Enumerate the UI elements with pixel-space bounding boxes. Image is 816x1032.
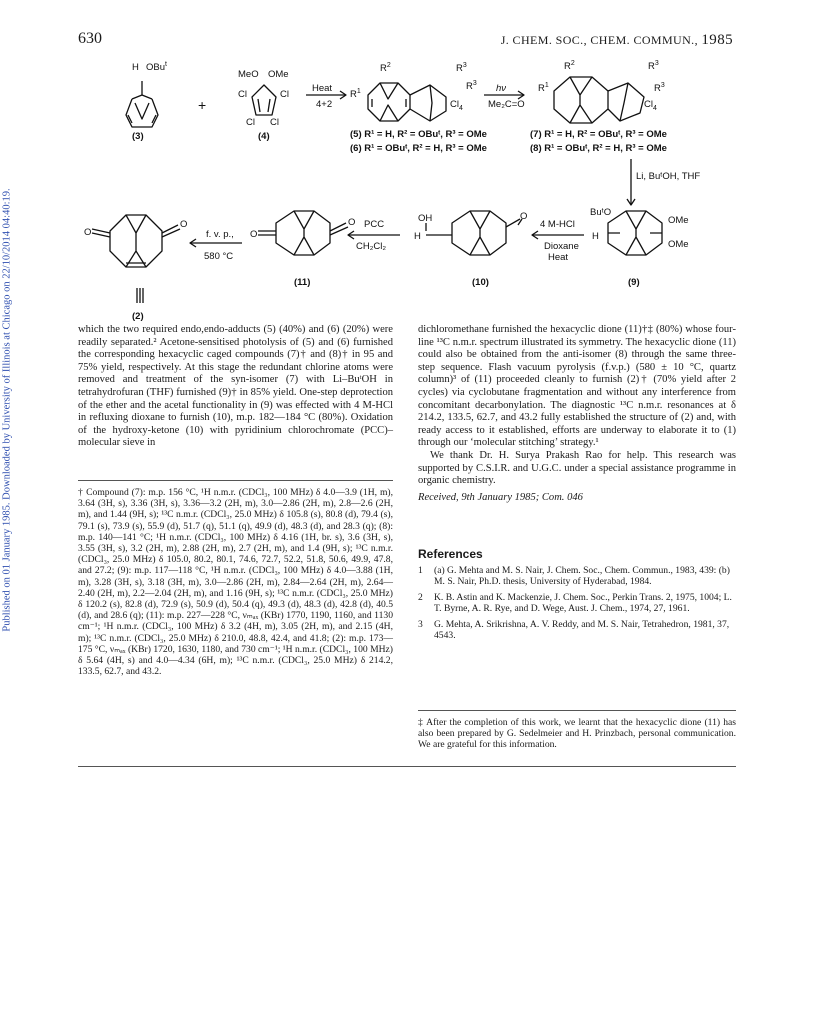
c2-o-2: O: [180, 219, 188, 230]
c7-r3a: $R^3$: [648, 60, 659, 72]
c10-o: O: [520, 211, 528, 222]
arrow5-top: PCC: [364, 219, 385, 230]
c4-cl-4: Cl: [270, 117, 279, 128]
c9-h: H: [592, 231, 599, 242]
footnote-ddagger: ‡ After the completion of this work, we learnt that the hexacyclic dione (11) has also been prepared by G. Sedelmeier and H. Prinzbach, personal communication. We are grateful for this information.: [418, 717, 736, 751]
c9-label: (9): [628, 277, 640, 288]
received-line: Received, 9th January 1985; Com. 046: [418, 491, 583, 503]
c4-ome: OMe: [268, 69, 289, 80]
c5-cl4: $Cl_4$: [450, 99, 463, 112]
c10-oh: OH: [418, 213, 433, 224]
c7-r3b: $R^3$: [654, 82, 665, 94]
c10-h: H: [414, 231, 421, 242]
footnote-rule-right: [418, 710, 736, 711]
c8-label: (8) R¹ = OBuᵗ, R² = H, R³ = OMe: [530, 143, 667, 154]
arrow1-bottom: 4+2: [316, 99, 333, 110]
body-right-paragraph-1: dichloromethane furnished the hexacyclic dione (11)†‡ (80%) whose four-line ¹³C n.m.r. spectrum illustrated its symmetry. The hexacyclic dione (11) could also be obtained from the anti-isomer (8) through the same three-step sequence. Flash vacuum pyrolysis (f.v.p.) (580 ± 10 °C, quartz column)³ of (11) proceeded cleanly to furnish (2)† (70% yield after 2 cycles) via cyclobutane fragmentation and without any interference from concomitant decarbonylation. The diagnostic ¹³C n.m.r. resonances at δ 214.2, 133.5, 62.7, and 43.2 fully established the structure of (2) and, with ready access to it established, efforts are underway to elaborate it to (1) through our ‘molecular stitching’ strategy.¹: [418, 324, 736, 449]
c11-o-2: O: [348, 217, 356, 228]
journal-name: J. CHEM. SOC., CHEM. COMMUN.,: [500, 33, 698, 47]
arrow6-top: f. v. p.,: [206, 229, 234, 240]
c9-ome-2: OMe: [668, 239, 689, 250]
c4-cl-2: Cl: [280, 89, 289, 100]
c4-cl-3: Cl: [246, 117, 255, 128]
c4-cl-1: Cl: [238, 89, 247, 100]
reference-item: 2 K. B. Astin and K. Mackenzie, J. Chem. Soc., Perkin Trans. 2, 1975, 1004; L. T. Byrne, A. R. Rye, and D. Wege, Aust. J. Chem., 1974, 27, 1961.: [418, 591, 732, 615]
journal-year: 1985: [701, 32, 733, 48]
c7-r2: $R^2$: [564, 60, 575, 72]
arrow5-bottom: CH₂Cl₂: [356, 241, 387, 252]
c2-label: (2): [132, 311, 144, 322]
references-heading: References: [418, 547, 483, 561]
arrow1-top: Heat: [312, 83, 333, 94]
download-watermark: [0, 150, 18, 670]
reference-item: 1 (a) G. Mehta and M. S. Nair, J. Chem. Soc., Chem. Commun., 1983, 439: (b) M. S. Nair, Ph.D. thesis, University of Hyderabad, 1984.: [418, 565, 730, 588]
arrow2-top: hν: [496, 83, 507, 94]
footnote-dagger: † Compound (7): m.p. 156 °C, ¹H n.m.r. (CDCl₃, 100 MHz) δ 4.0—3.9 (1H, m), 3.64 (3H, s), 3.36 (3H, s), 3.36—3.2 (2H, m), 3.0—2.86 (2H, m), 2.8—2.6 (2H, m), and 1.44 (9H, s); ¹³C n.m.r. (CDCl₃, 25.0 MHz) δ 105.8 (s), 80.8 (d), 79.4 (s), 79.1 (s), 73.9 (s), 55.9 (d), 51.7 (q), 51.1 (q), 49.9 (d), 48.3 (d), and 28.3 (q); (8): m.p. 140—141 °C; ¹H n.m.r. (CDCl₃, 100 MHz) δ 4.16 (1H, br. s), 3.6 (3H, s), 3.55 (3H, s), 3.2 (2H, m), 2.88 (2H, m), 2.7 (2H, m), and 1.4 (9H, s); ¹³C n.m.r. (CDCl₃, 25.0 MHz) δ 105.0, 80.2, 80.1, 74.6, 72.7, 52.2, 51.8, 50.6, 49.9, 47.8, and 27.2; (9): m.p. 117—118 °C, ¹H n.m.r. (CDCl₃, 100 MHz) δ 4.0—3.88 (1H, m), 3.28 (3H, s), 3.18 (3H, m), 3.0—2.86 (2H, m), 2.84—2.64 (2H, m), 2.64—2.40 (2H, m), 2.2—2.04 (2H, m), and 1.16 (9H, s); ¹³C n.m.r. (CDCl₃, 25.0 MHz) δ 120.2 (s), 82.8 (d), 72.9 (s), 50.9 (d), 50.4 (q), 49.3 (d), 48.3 (d), 42.8 (d), 40.5 (d), and 28.6 (q); (11): m.p. 227—228 °C, νₘₐₓ (KBr) 1770, 1190, 1160, and 1130 cm⁻¹; ¹H n.m.r. (CDCl₃, 100 MHz) δ 3.2 (4H, m), 3.05 (2H, m), and 2.15 (4H, m); ¹³C n.m.r. (CDCl₃, 25.0 MHz) δ 210.0, 48.8, 42.4, and 41.8; (2): m.p. 173—175 °C, νₘₐₓ (KBr) 1720, 1630, 1180, and 730 cm⁻¹; ¹H n.m.r. (CDCl₃, 100 MHz) δ 5.64 (4H, s) and 4.0—4.34 (6H, m); ¹³C n.m.r. (CDCl₃, 25.0 MHz) δ 214.2, 133.5, 62.7, and 43.2.: [78, 487, 393, 678]
c3-obu: OBu$^t$: [146, 61, 167, 73]
c5-r2: $R^2$: [380, 62, 391, 74]
arrow6-bottom: 580 °C: [204, 251, 234, 262]
c3-label: (3): [132, 131, 144, 142]
reference-item: 3 G. Mehta, A. Srikrishna, A. V. Reddy, and M. S. Nair, Tetrahedron, 1981, 37, 4543.: [418, 618, 730, 642]
c7-cl4: $Cl_4$: [644, 99, 657, 112]
plus-sign: +: [198, 97, 207, 113]
body-left-paragraph: which the two required endo,endo-adducts (5) (40%) and (6) (20%) were readily separated.² Acetone-sensitised photolysis of (5) and (6) furnished the corresponding hexacyclic caged compounds (7)† and (8)† in 95 and 75% yield, respectively. At this stage the redundant chlorine atoms were removed and treatment of the syn-isomer (7) with Li–BuᵗOH in tetrahydrofuran (THF) furnished (9)† in 85% yield. One-step deprotection of the ether and the acetal functionality in (9) was effected with 4 M-HCl in refluxing dioxane to furnish (10), m.p. 182—184 °C (80%). Oxidation of the hydroxy-ketone (10) with pyridinium chlorochromate (PCC)–molecular sieve in: [78, 324, 393, 449]
c6-label: (6) R¹ = OBuᵗ, R² = H, R³ = OMe: [350, 143, 487, 154]
acknowledgement: We thank Dr. H. Surya Prakash Rao for help. This research was supported by C.S.I.R. and U.G.C. under a special assistance programme in organic chemistry.: [418, 449, 736, 487]
arrow2-bottom: Me₂C=O: [488, 99, 525, 110]
arrow4-mid: Dioxane: [544, 241, 579, 252]
reaction-scheme: [80, 55, 740, 325]
c3-h: H: [132, 62, 139, 73]
c9-buo: BuᵗO: [590, 207, 612, 218]
c7-r1: $R^1$: [538, 82, 549, 94]
c9-ome-1: OMe: [668, 215, 689, 226]
c4-label: (4): [258, 131, 270, 142]
page-bottom-rule: [78, 766, 736, 767]
body-right-column: [418, 324, 736, 504]
references-list: [418, 565, 736, 645]
c5-r1: $R^1$: [350, 88, 361, 100]
c11-label: (11): [294, 277, 311, 288]
arrow4-bottom: Heat: [548, 252, 569, 263]
c5-r3a: $R^3$: [456, 62, 467, 74]
c5-label: (5) R¹ = H, R² = OBuᵗ, R³ = OMe: [350, 129, 487, 140]
running-head: [501, 32, 733, 49]
c2-o-1: O: [84, 227, 92, 238]
body-left-column: [78, 324, 393, 450]
c10-label: (10): [472, 277, 489, 288]
arrow4-top: 4 M-HCl: [540, 219, 575, 230]
page-number: 630: [78, 30, 102, 47]
footnote-rule: [78, 480, 393, 481]
c11-o-1: O: [250, 229, 258, 240]
c4-meo: MeO: [238, 69, 259, 80]
c5-r3b: $R^3$: [466, 80, 477, 92]
arrow3-label: Li, BuᵗOH, THF: [636, 171, 701, 182]
download-note: Published on 01 January 1985. Downloaded by University of Illinois at Chicago on 22/10/2014 04:40:19.: [1, 188, 13, 632]
c7-label: (7) R¹ = H, R² = OBuᵗ, R³ = OMe: [530, 129, 667, 140]
